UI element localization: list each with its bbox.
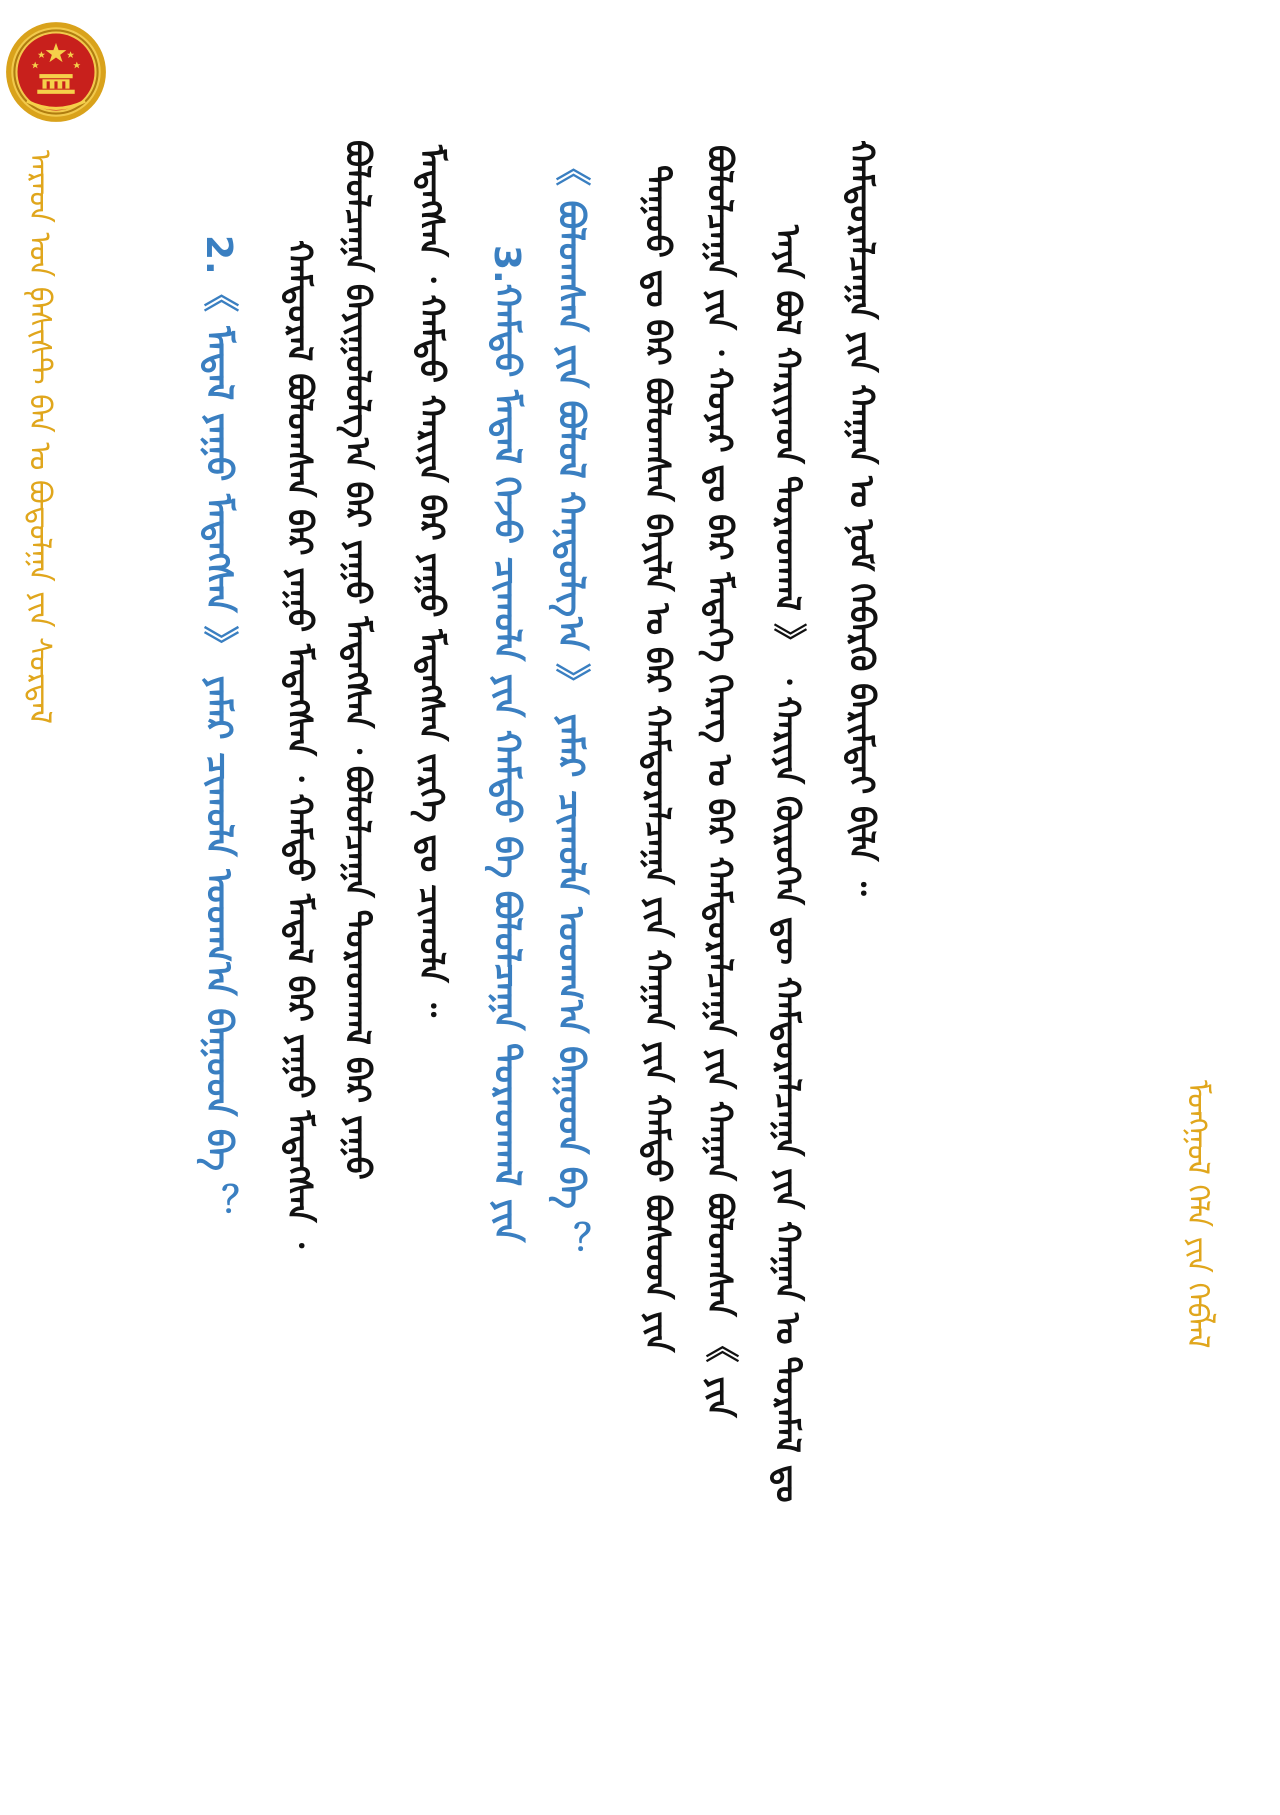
body-column-8: ᠪᠣᠯᠤᠯᠴᠠᠭᠠ ᠪᠠᠶᠢᠭᠤᠯᠤᠯᠭ᠎ᠠ ᠪᠡᠷ ᠶᠠᠭᠤ ᠮᠡᠳᠡᠭᠰᠡᠨ ᠂ ᠪᠣᠯᠤᠯᠴᠠᠭᠠ ᠳᠤᠷᠠᠳᠬᠠᠯ ᠪᠡᠷ ᠶᠠᠭᠤ [337, 140, 377, 1180]
body-column-2: ᠠᠶᠠ ᠪᠣᠯ ᠬᠠᠷᠢᠶᠠᠳ ᠳᠤᠷᠠᠳᠬᠠᠯ 》 ᠂ ᠬᠠᠷᠢᠶᠠ ᠬᠦᠷᠦᠭᠡᠨ ᠳᠦ ᠬᠠᠮᠲᠤᠷᠠᠯᠴᠠᠭᠠ ᠶᠢᠨ ᠬᠠᠭᠠᠨ ᠤ ᠳᠤᠷᠠᠮᠠᠯ ᠳᠤ [767, 225, 807, 1503]
header-left-title: ᠠᠷᠠᠳ ᠤᠨ ᠹᠠᠰᠢᠰᠲ ᠪᠠᠨ ᠤ ᠪᠣᠳᠣᠯᠭᠠ ᠶᠢᠨ ᠰᠤᠷᠲᠠᠯ [22, 150, 57, 724]
body-column-9: ᠬᠠᠮᠲᠤᠷᠠᠯ ᠪᠣᠯᠤᠭᠰᠠᠨ ᠪᠡᠷ ᠶᠠᠭᠤ ᠮᠡᠳᠡᠭᠰᠡᠨ ᠂ ᠬᠠᠮᠲᠤ ᠮᠡᠳᠡᠯ ᠪᠡᠷ ᠶᠠᠭᠤ ᠮᠡᠳᠡᠭᠰᠡᠨ ᠂ [279, 240, 319, 1249]
question-3-line-1: 3.ᠬᠠᠮᠲᠤ ᠮᠡᠳᠡᠯ ᠭᠡᠵᠦ ᠴᠢᠬᠤᠯᠠ ᠶᠢᠨ ᠬᠠᠮᠲᠤ ᠪᠠ ᠪᠣᠯᠤᠯᠴᠠᠭᠠ ᠳᠤᠷᠠᠳᠬᠠᠯ ᠶᠢᠨ [486, 245, 527, 1243]
header-right-title: ᠮᠣᠩᠭᠣᠯ ᠬᠡᠯᠡ ᠶᠢᠨ ᠬᠡᠪᠯᠡᠯ [1180, 1080, 1215, 1349]
question-3-line-2: 《 ᠪᠣᠯᠤᠭᠰᠠᠨ ᠶᠢᠨ ᠪᠣᠯᠤᠯ ᠬᠠᠨ᠋ᠳᠤᠯᠭ᠎ᠠ 》 ᠶᠠᠮᠠᠷ ᠴᠢᠬᠤᠯᠠ ᠤᠳᠬ᠎ᠠ ᠪᠠᠭᠤᠳ ᠪᠡ ？ [550, 150, 591, 1258]
body-column-4: ᠳᠠᠭᠤᠤ ᠳᠤ ᠪᠡᠷ ᠪᠣᠯᠤᠭᠰᠠᠨ ᠪᠠᠶᠢᠯᠠ ᠤ ᠪᠡᠷ ᠬᠠᠮᠲᠤᠷᠠᠯᠴᠠᠭᠠ ᠶᠢᠨ ᠬᠠᠭᠠᠨ ᠶᠢᠨ ᠬᠠᠮᠲᠤ ᠪᠤᠰᠤᠳ ᠶᠢᠨ [637, 165, 677, 1353]
question-2: 2.《 ᠮᠡᠳᠡᠯ ᠶᠠᠭᠤ ᠮᠡᠳᠡᠭᠰᠡᠨ 》 ᠶᠠᠮᠠᠷ ᠴᠢᠬᠤᠯᠠ ᠤᠳᠬ᠎ᠠ ᠪᠠᠭᠤᠳ ᠪᠡ ？ [198, 235, 239, 1220]
body-column-3: ᠪᠣᠯᠤᠯᠴᠠᠭᠠ ᠶᠢᠨ ᠂ ᠬᠣᠶᠠᠷ ᠳᠤ ᠪᠡᠷ ᠮᠡᠳᠡᠭᠡ ᠬᠡᠷᠡᠭ ᠤ ᠪᠠᠷ ᠬᠠᠮᠲᠤᠷᠠᠯᠴᠠᠭᠠ ᠶᠢᠨ ᠬᠠᠭᠠᠨ ᠪᠣᠯᠤᠭᠰᠠᠨ 《 ᠶᠢᠨ [699, 145, 739, 1418]
body-column-7: ᠮᠡᠳᠡᠭᠰᠡᠨ ᠂ ᠬᠠᠮᠲᠤ ᠬᠠᠷᠢᠶᠠ ᠪᠡᠷ ᠶᠠᠭᠤ ᠮᠡᠳᠡᠭᠰᠡᠨ ᠵᠡᠷᠭᠡ ᠳᠤ ᠴᠢᠬᠤᠯᠠ ᠃ [411, 145, 451, 1017]
national-emblem-icon [4, 20, 108, 124]
body-column-1: ᠬᠠᠮᠲᠤᠷᠠᠯᠴᠠᠭᠠ ᠶᠢᠨ ᠬᠠᠭᠠᠨ ᠤ ᠨᠤᠮ ᠬᠡᠪᠡᠷᠬᠦ ᠪᠠᠷᠢᠮᠲᠠᠢ ᠪᠢᠯᠡ ᠃ [841, 140, 881, 896]
